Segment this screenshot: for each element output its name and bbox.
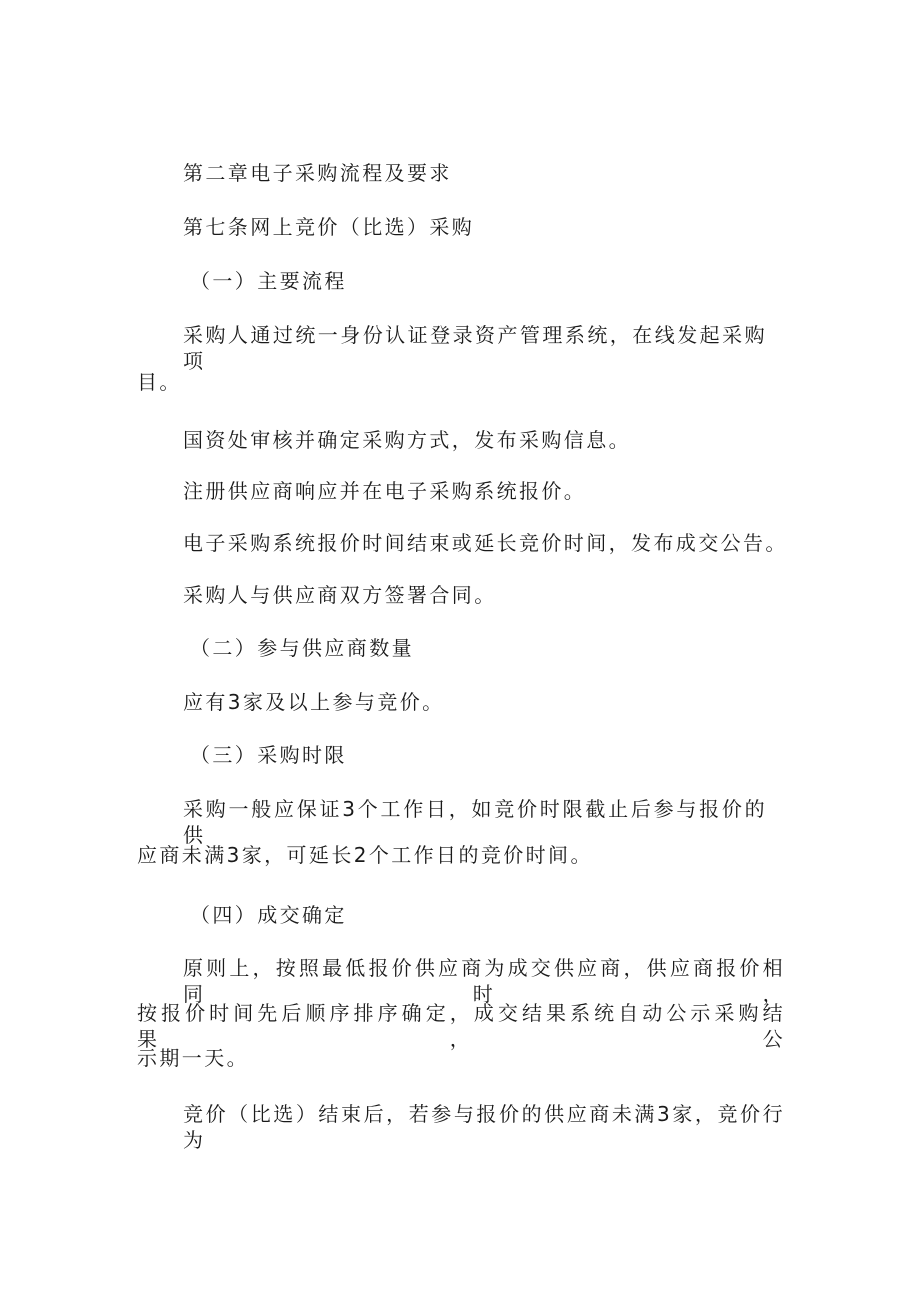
- paragraph-bidding-end-line-1: 竞价（比选）结束后，若参与报价的供应商未满3家，竞价行为: [183, 1102, 785, 1152]
- chapter-title: 第二章电子采购流程及要求: [183, 161, 452, 185]
- paragraph-deal-line-2: 按报价时间先后顺序排序确定，成交结果系统自动公示采购结果，公: [137, 1001, 785, 1051]
- section-heading-deal-confirmation: （四）成交确定: [190, 903, 347, 927]
- paragraph-supplier-count: 应有3家及以上参与竞价。: [183, 690, 445, 714]
- paragraph-deal-line-1: 原则上，按照最低报价供应商为成交供应商，供应商报价相同时，: [183, 956, 785, 1006]
- section-heading-main-process: （一）主要流程: [190, 269, 347, 293]
- paragraph-login-line-1: 采购人通过统一身份认证登录资产管理系统，在线发起采购项: [183, 323, 767, 373]
- paragraph-login-line-2: 目。: [137, 370, 182, 394]
- paragraph-review: 国资处审核并确定采购方式，发布采购信息。: [183, 428, 631, 452]
- paragraph-announcement: 电子采购系统报价时间结束或延长竞价时间，发布成交公告。: [183, 531, 788, 555]
- section-heading-supplier-count: （二）参与供应商数量: [190, 636, 414, 660]
- paragraph-time-limit-line-2: 应商未满3家，可延长2个工作日的竞价时间。: [137, 843, 593, 867]
- article-title: 第七条网上竞价（比选）采购: [183, 215, 475, 239]
- paragraph-deal-line-3: 示期一天。: [137, 1046, 249, 1070]
- paragraph-contract: 采购人与供应商双方签署合同。: [183, 583, 497, 607]
- section-heading-time-limit: （三）采购时限: [190, 743, 347, 767]
- paragraph-supplier-quote: 注册供应商响应并在电子采购系统报价。: [183, 479, 587, 503]
- paragraph-time-limit-line-1: 采购一般应保证3个工作日，如竞价时限截止后参与报价的供: [183, 797, 767, 847]
